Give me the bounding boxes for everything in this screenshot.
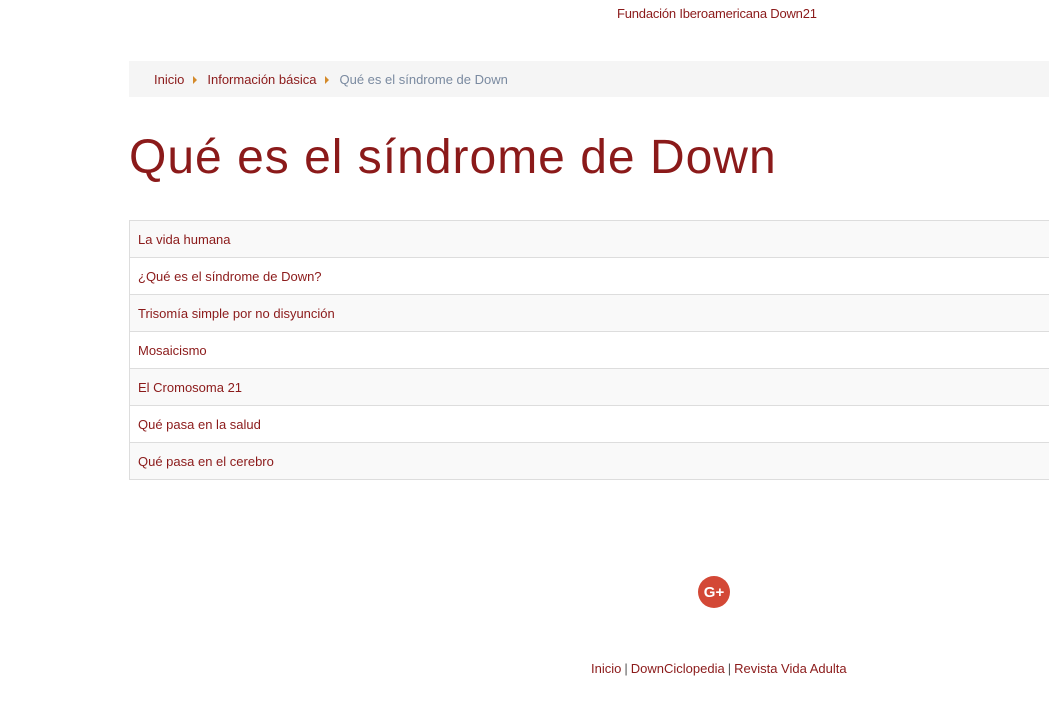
footer-link-revista-vida-adulta[interactable]: Revista Vida Adulta (734, 661, 847, 676)
google-plus-label: G+ (703, 583, 725, 601)
page-title: Qué es el síndrome de Down (129, 131, 777, 184)
footer-link-inicio[interactable]: Inicio (591, 661, 622, 676)
footer-links (591, 661, 847, 676)
toc-item[interactable]: Mosaicismo (130, 332, 1049, 369)
footer-separator: | (624, 661, 628, 676)
breadcrumb-item-informacion-basica[interactable]: Información básica (207, 71, 317, 87)
breadcrumb-current: Qué es el síndrome de Down (339, 71, 508, 87)
toc-list (129, 220, 1049, 480)
toc-item[interactable]: Qué pasa en la salud (130, 406, 1049, 443)
google-plus-icon[interactable] (698, 576, 730, 608)
toc-item[interactable]: Trisomía simple por no disyunción (130, 295, 1049, 332)
breadcrumb (129, 61, 1049, 97)
breadcrumb-arrow-icon (325, 76, 329, 84)
breadcrumb-arrow-icon (193, 76, 197, 84)
footer-separator: | (727, 661, 732, 676)
toc-item[interactable]: Qué pasa en el cerebro (130, 443, 1049, 480)
toc-item[interactable]: ¿Qué es el síndrome de Down? (130, 258, 1049, 295)
breadcrumb-item-inicio[interactable]: Inicio (154, 71, 185, 87)
org-link[interactable]: Fundación Iberoamericana Down21 (617, 6, 817, 21)
toc-item[interactable]: El Cromosoma 21 (130, 369, 1049, 406)
toc-item[interactable]: La vida humana (130, 221, 1049, 258)
footer-link-downciclopedia[interactable]: DownCiclopedia (630, 661, 725, 676)
